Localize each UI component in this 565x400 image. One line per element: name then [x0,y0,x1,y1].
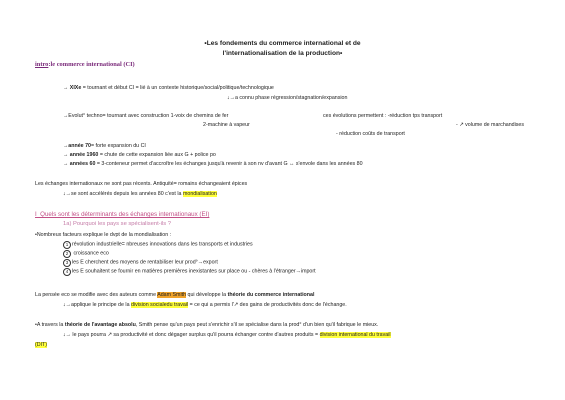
year-1960-line [63,152,216,159]
facteurs-intro: •Nombreux facteurs explique le dvpt de la mondialisation : [35,232,172,238]
facteur-item [63,241,253,249]
smith-line-2 [63,302,347,309]
year-80-text: = 3-conteneur permet d'accroître les échanges jusqu'à revenir à son nv d'avant G ↔ s'envole dans les années 80 [95,161,363,167]
facteur-item [63,268,316,276]
year-1960-text: = chute de cette expansion liée aux G + police po [98,152,216,158]
year-70-text: = forte expansion du CI [90,143,146,149]
smith-line-1 [35,292,314,299]
arrow-icon: → [63,85,69,91]
evolut-right-3: - réduction coûts de transport [336,131,405,137]
year-70-line [63,143,146,150]
year-80-bold: → années 60 [63,161,96,167]
adam-smith-highlight: Adam Smith [157,292,187,298]
facteur-item [63,250,109,258]
avantage-line-1-pre: •A travers la [35,322,65,328]
facteur-text: les E cherchent des moyens de rentabiliser leur prod°→export [72,259,218,266]
avantage-line-3 [35,342,47,349]
xix-text: = tournant et début CI = lié à un contexte historique/social/politique/technologique [81,85,274,91]
circled-number: 3 [63,259,71,267]
circled-number: 4 [63,268,71,276]
smith-line-1-pre: La pensée eco se modifie avec des auteurs comme [35,292,158,298]
mondialisation-highlight: mondialisation [182,191,217,197]
evolut-line-1: →Evolut° techno= tournant avec construction 1-voix de chemins de fer [63,113,229,119]
facteur-text: révolution industrielle= nbreuses innovations dans les transports et industries [72,241,253,248]
smith-theory-bold: théorie du commerce international [227,292,315,298]
avantage-line-1-post: , Smith pense qu'un pays peut s'enrichir s'il se spécialise dans la prod° d'un bien qu'il fabrique le mieux. [135,322,379,328]
evolut-right-1: ces évolutions permettent : -réduction tps transport [323,113,443,119]
avantage-line-2 [63,332,391,339]
echanges-line-2 [63,191,217,198]
facteur-text: les E souhaitent se fournir en matières premières inexistantes sur place ou - chères à l'étranger→import [72,268,316,275]
facteur-item [63,259,218,267]
avantage-line-2-pre: ↓→ le pays pourra ↗ sa productivité et donc dégager surplus qu'il pourra échanger contre d'autres produits = [63,332,320,338]
document-title-line-2: l'internationalisation de la production• [222,50,343,57]
facteur-text: croissance eco [72,250,109,257]
evolut-right-2: - ↗ volume de marchandises [456,122,525,128]
intro-label: intro [35,61,49,68]
avantage-line-1 [35,322,378,329]
echanges-line-2-text: ↓→se sont accélérés depuis les années 80 c'est la [63,191,183,197]
xix-line [63,85,274,92]
section-1-label: I_Quels sont les déterminants des échanges internationaux (EI) [35,211,210,218]
echanges-line-1: Les échanges internationaux ne sont pas récents. Antiquité= romains échangeaient épices [35,181,248,187]
smith-line-2-post: = ce qui a permis l'↗ des gains de productivités donc de l'échange. [188,302,347,308]
division-internationale-highlight: division international du travail [319,332,391,338]
year-1960-bold: → année 1960 [63,152,99,158]
smith-line-2-pre: ↓→applique le principe de la [63,302,132,308]
section-1-heading [35,211,209,218]
year-70-bold: →année 70 [63,143,91,149]
year-80-line [63,161,363,168]
xix-bold: XIXe [69,85,82,91]
circled-number: 1 [63,241,71,249]
division-sociale-highlight: division socialedu travail [131,302,189,308]
smith-line-1-mid: qui développe la [186,292,228,298]
avantage-absolu-bold: théorie de l'avantage absolu [64,322,136,328]
intro-heading-rest: :le commerce international (CI) [48,61,135,68]
intro-heading [35,61,135,68]
xix-sub-line: ↓→a connu phase régression/stagnation/expansion [227,95,348,101]
document-title-line-1: •Les fondements du commerce international et de [204,40,361,47]
dit-highlight: (DIT) [35,342,48,348]
circled-number: 2 [63,250,71,258]
section-1a-heading: 1a) Pourquoi les pays se spécialisent-ils ? [63,221,171,227]
evolut-line-2: 2-machine à vapeur [203,122,250,128]
